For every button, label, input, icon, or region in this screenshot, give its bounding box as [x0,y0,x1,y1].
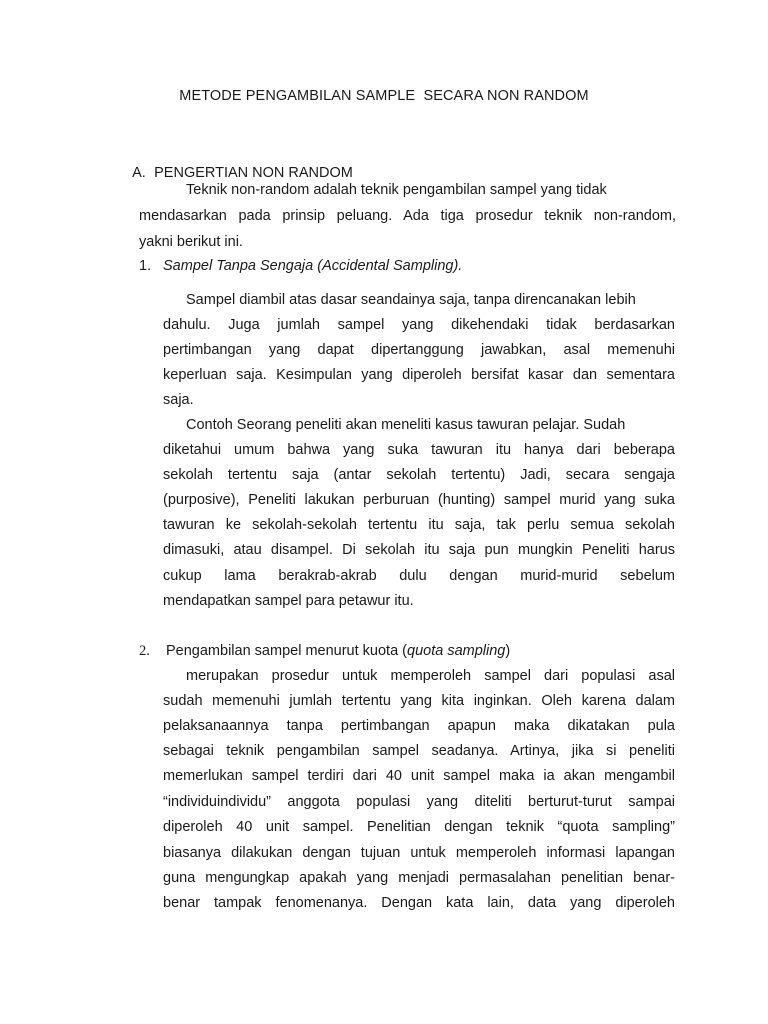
item2-title-suffix: ) [505,643,511,659]
item1-para1-line: saja. [163,392,194,408]
item1-para1-line: dahulu. Juga jumlah sampel yang dikehendaki tidak berdasarkan [163,317,675,333]
document-title: METODE PENGAMBILAN SAMPLE SECARA NON RANDOM [179,88,589,104]
item1-para1-line: pertimbangan yang dapat dipertanggung jawabkan, asal memenuhi [163,342,675,358]
item2-para-line: merupakan prosedur untuk memperoleh sampel dari populasi asal [186,668,675,684]
item1-para1-line: Sampel diambil atas dasar seandainya saja, tanpa direncanakan lebih [186,292,636,308]
item2-title-prefix: Pengambilan sampel menurut kuota ( [166,643,407,659]
intro-line: Teknik non-random adalah teknik pengambilan sampel yang tidak [186,182,607,198]
section-a-heading-text: PENGERTIAN NON RANDOM [154,165,353,181]
item2-para-line: “individuindividu” anggota populasi yang diteliti berturut-turut sampai [163,794,675,810]
item2-para-line: biasanya dilakukan dengan tujuan untuk memperoleh informasi lapangan [163,845,675,861]
item2-para-line: sudah memenuhi jumlah tertentu yang kita inginkan. Oleh karena dalam [163,693,675,709]
item2-title-italic: quota sampling [407,643,506,659]
item2-para-line: benar tampak fenomenanya. Dengan kata lain, data yang diperoleh [163,895,675,911]
item2-para-line: guna mengungkap apakah yang menjadi permasalahan penelitian benar- [163,870,675,886]
item2-para-line: pelaksanaannya tanpa pertimbangan apapun maka dikatakan pula [163,718,675,734]
intro-line: mendasarkan pada prinsip peluang. Ada tiga prosedur teknik non-random, [139,208,676,224]
item2-marker: 2. [139,643,150,659]
item1-para2-line: mendapatkan sampel para petawur itu. [163,593,414,609]
item1-para2-line: (purposive), Peneliti lakukan perburuan (hunting) sampel murid yang suka [163,492,675,508]
section-a-marker: A. [132,165,146,181]
item1-title: Sampel Tanpa Sengaja (Accidental Sampling). [163,258,463,274]
item2-title [166,641,510,661]
item1-para2-line: tawuran ke sekolah-sekolah tertentu itu saja, tak perlu semua sekolah [163,517,675,533]
item1-marker: 1. [139,258,152,274]
item1-para2-line: sekolah tertentu saja (antar sekolah tertentu) Jadi, secara sengaja [163,467,675,483]
item2-para-line: diperoleh 40 unit sampel. Penelitian dengan teknik “quota sampling” [163,819,675,835]
item1-para2-line: cukup lama berakrab-akrab dulu dengan murid-murid sebelum [163,568,675,584]
item1-para2-line: diketahui umum bahwa yang suka tawuran itu hanya dari beberapa [163,442,675,458]
item2-para-line: sebagai teknik pengambilan sampel seadanya. Artinya, jika si peneliti [163,743,675,759]
item1-para1-line: keperluan saja. Kesimpulan yang diperoleh bersifat kasar dan sementara [163,367,675,383]
item1-para2-line: dimasuki, atau disampel. Di sekolah itu saja pun mungkin Peneliti harus [163,542,675,558]
intro-line: yakni berikut ini. [139,234,243,250]
item1-para2-line: Contoh Seorang peneliti akan meneliti kasus tawuran pelajar. Sudah [186,417,626,433]
item2-para-line: memerlukan sampel terdiri dari 40 unit sampel maka ia akan mengambil [163,768,675,784]
